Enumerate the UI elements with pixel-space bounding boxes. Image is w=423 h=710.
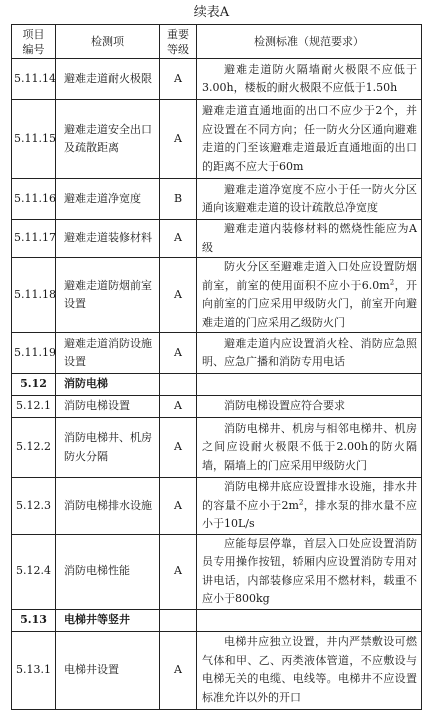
row-item: 避难走道净宽度 <box>56 179 160 220</box>
row-item: 避难走道装修材料 <box>56 220 160 258</box>
row-item: 电梯井设置 <box>56 631 160 709</box>
row-standard: 消防电梯井、机房与相邻电梯井、机房之间应设耐火极限不低于2.00h的防火隔墙，隔墙上的门应采用甲级防火门 <box>197 418 422 478</box>
row-standard <box>197 258 422 333</box>
row-standard: 避难走道直通地面的出口不应少于2个，并应设置在不同方向；任一防火分区通向避难走道的门至该避难走道最近直通地面的出口的距离不应大于60m <box>197 100 422 179</box>
row-item: 消防电梯性能 <box>56 534 160 609</box>
header-grade-line1: 重要 <box>167 27 189 41</box>
standard-text: ，开向前室的门应采用甲级防火门，前室开向避难走道的门应采用乙级防火门 <box>202 278 417 329</box>
row-code: 5.11.15 <box>12 100 56 179</box>
row-grade: A <box>160 333 197 374</box>
row-code: 5.11.17 <box>12 220 56 258</box>
row-grade: A <box>160 478 197 535</box>
row-standard: 电梯井应独立设置，井内严禁敷设可燃气体和甲、乙、丙类液体管道，不应敷设与电梯无关的电缆、电线等。电梯井不应设置标准允许以外的开口 <box>197 631 422 709</box>
row-grade: A <box>160 100 197 179</box>
row-grade: A <box>160 59 197 100</box>
standard-text: ，排水泵的排水量不应小于10L/s <box>202 498 418 530</box>
header-code-line1: 项目 <box>22 27 45 41</box>
row-code: 5.11.19 <box>12 333 56 374</box>
table-row <box>12 534 422 609</box>
row-standard: 避难走道内应设置消火栓、消防应急照明、应急广播和消防专用电话 <box>197 333 422 374</box>
row-code: 5.12.3 <box>12 478 56 535</box>
row-code: 5.12.2 <box>12 418 56 478</box>
section-code: 5.13 <box>12 609 56 631</box>
row-item: 避难走道安全出口及疏散距离 <box>56 100 160 179</box>
row-standard: 应能每层停靠，首层入口处应设置消防员专用操作按钮，轿厢内应设置消防专用对讲电话，内部装修应采用不燃材料，载重不应小于800kg <box>197 534 422 609</box>
section-title: 电梯井等竖井 <box>56 609 160 631</box>
empty-cell <box>197 609 422 631</box>
inspection-table <box>11 24 422 710</box>
row-item: 消防电梯设置 <box>56 396 160 418</box>
table-row <box>12 631 422 709</box>
row-item: 避难走道消防设施设置 <box>56 333 160 374</box>
row-standard <box>197 478 422 535</box>
header-grade-line2: 等级 <box>167 42 189 56</box>
row-grade: B <box>160 179 197 220</box>
empty-cell <box>197 374 422 396</box>
row-standard: 避难走道防火隔墙耐火极限不应低于3.00h，楼板的耐火极限不应低于1.50h <box>197 59 422 100</box>
table-caption: 续表A <box>193 5 230 20</box>
section-code: 5.12 <box>12 374 56 396</box>
row-grade: A <box>160 534 197 609</box>
row-standard: 消防电梯设置应符合要求 <box>197 396 422 418</box>
row-grade: A <box>160 258 197 333</box>
row-code: 5.11.14 <box>12 59 56 100</box>
header-item: 检测项 <box>56 25 160 59</box>
row-code: 5.11.18 <box>12 258 56 333</box>
row-grade: A <box>160 220 197 258</box>
table-row <box>12 179 422 220</box>
row-code: 5.12.4 <box>12 534 56 609</box>
standard-text: 消防电梯井底应设置排水设施，排水井的容量不应小于2m <box>202 480 417 512</box>
standard-text: 防火分区至避难走道入口处应设置防烟前室，前室的使用面积不应小于6.0m <box>202 260 417 292</box>
superscript: 2 <box>298 497 304 506</box>
row-grade: A <box>160 631 197 709</box>
row-standard: 避难走道内装修材料的燃烧性能应为A级 <box>197 220 422 258</box>
row-code: 5.11.16 <box>12 179 56 220</box>
table-row <box>12 59 422 100</box>
empty-cell <box>160 609 197 631</box>
table-row <box>12 100 422 179</box>
row-standard: 避难走道净宽度不应小于任一防火分区通向该避难走道的设计疏散总净宽度 <box>197 179 422 220</box>
table-row <box>12 258 422 333</box>
table-row <box>12 478 422 535</box>
row-item: 避难走道防烟前室设置 <box>56 258 160 333</box>
header-grade <box>160 25 197 59</box>
row-code: 5.13.1 <box>12 631 56 709</box>
superscript: 2 <box>389 277 395 286</box>
row-item: 消防电梯井、机房防火分隔 <box>56 418 160 478</box>
table-row <box>12 418 422 478</box>
header-standard: 检测标准（规范要求） <box>197 25 422 59</box>
row-grade: A <box>160 396 197 418</box>
row-item: 避难走道耐火极限 <box>56 59 160 100</box>
table-header-row <box>12 25 422 59</box>
section-title: 消防电梯 <box>56 374 160 396</box>
table-row <box>12 220 422 258</box>
row-item: 消防电梯排水设施 <box>56 478 160 535</box>
empty-cell <box>160 374 197 396</box>
row-code: 5.12.1 <box>12 396 56 418</box>
table-row <box>12 333 422 374</box>
row-grade: A <box>160 418 197 478</box>
header-code-line2: 编号 <box>22 42 45 56</box>
header-code <box>12 25 56 59</box>
table-row <box>12 396 422 418</box>
section-row <box>12 609 422 631</box>
section-row <box>12 374 422 396</box>
